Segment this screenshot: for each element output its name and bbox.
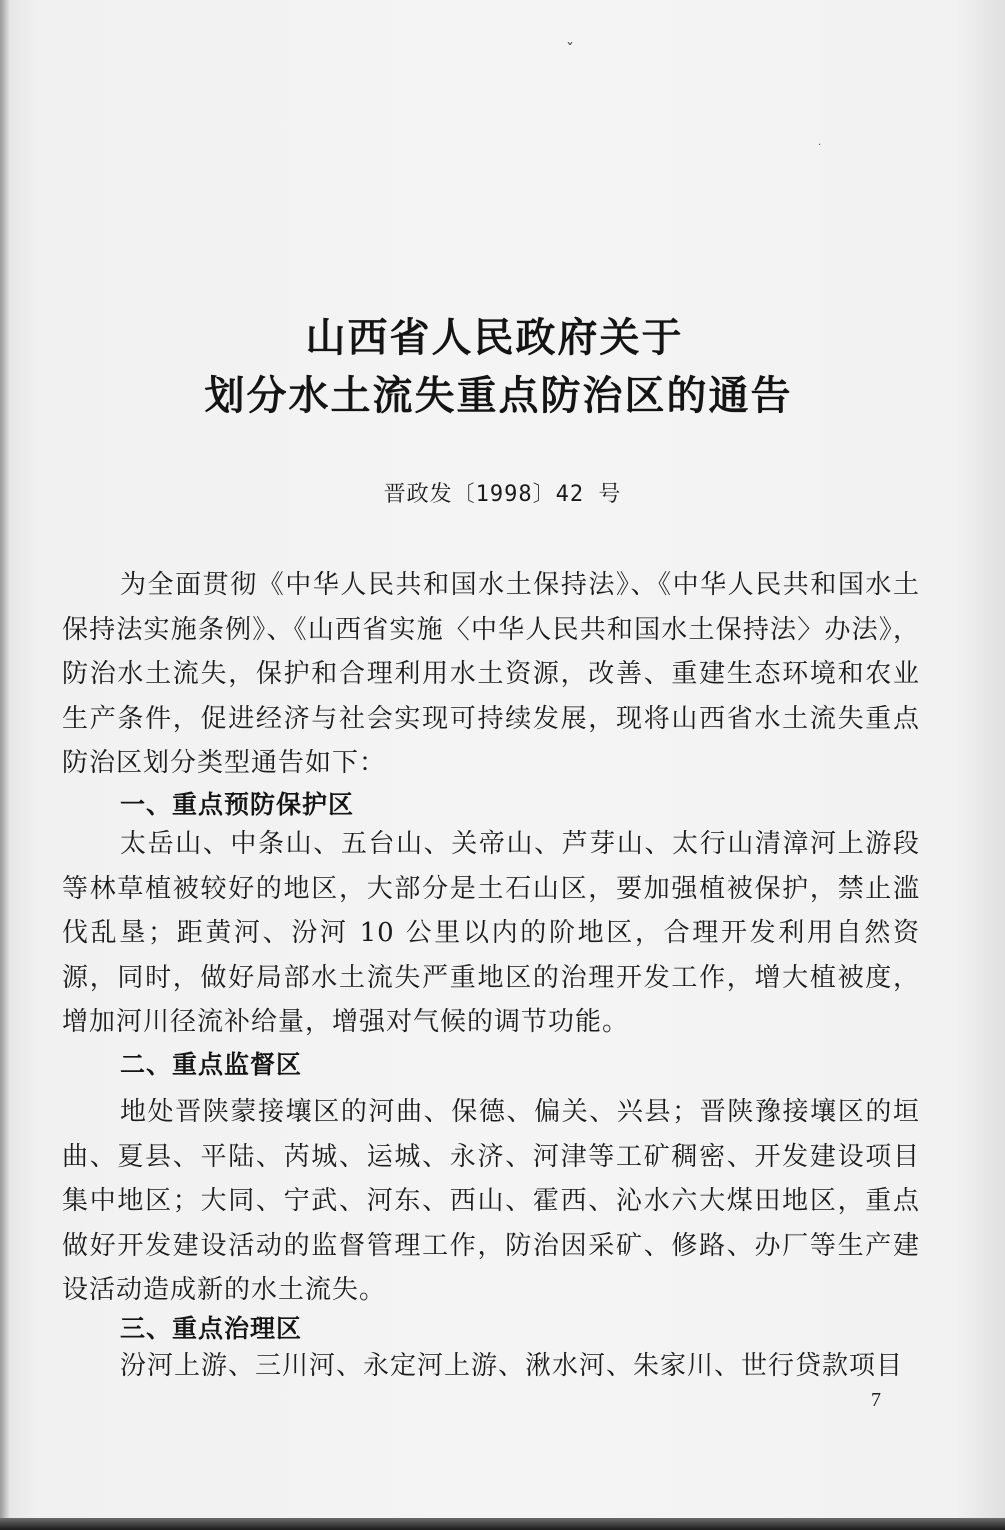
binding-shadow [0, 0, 10, 1530]
section-heading-3: 三、重点治理区 [120, 1314, 303, 1343]
scan-speck: ˇ [566, 40, 574, 59]
section-body-2: 地处晋陕蒙接壤区的河曲、保德、偏关、兴县；晋陕豫接壤区的垣曲、夏县、平陆、芮城、运城、永济、河津等工矿稠密、开发建设项目集中地区；大同、宁武、河东、西山、霍西、沁水六大煤田地区，重点做好开发建设活动的监督管理工作，防治因采矿、修路、办厂等生产建设活动造成新的水土流失。 [62, 1097, 920, 1305]
page-number: 7 [871, 1389, 881, 1411]
scan-bottom-edge [0, 1518, 1005, 1530]
section-heading-2: 二、重点监督区 [120, 1050, 303, 1079]
document-title-line-2: 划分水土流失重点防治区的通告 [204, 373, 793, 419]
document-title-line-1: 山西省人民政府关于 [305, 315, 684, 361]
section-heading-1: 一、重点预防保护区 [120, 790, 355, 819]
intro-paragraph: 为全面贯彻《中华人民共和国水土保持法》、《中华人民共和国水土保持法实施条例》、《山西省实施〈中华人民共和国水土保持法〉办法》，防治水土流失，保护和合理利用水土资源，改善、重建生态环境和农业生产条件，促进经济与社会实现可持续发展，现将山西省水土流失重点防治区划分类型通告如下： [62, 570, 920, 778]
scan-speck: · [818, 140, 822, 151]
section-body-3: 汾河上游、三川河、永定河上游、湫水河、朱家川、世行贷款项目 [120, 1351, 904, 1381]
section-body-1: 太岳山、中条山、五台山、关帝山、芦芽山、太行山清漳河上游段等林草植被较好的地区，大部分是土石山区，要加强植被保护，禁止滥伐乱垦；距黄河、汾河 10 公里以内的阶地区，合理开发利用自然资源，同时，做好局部水土流失严重地区的治理开发工作，增大植被度，增加河川径流补给量，增强对气候的调节功能。 [62, 829, 920, 1037]
document-number: 晋政发〔1998〕42 号 [383, 482, 622, 507]
